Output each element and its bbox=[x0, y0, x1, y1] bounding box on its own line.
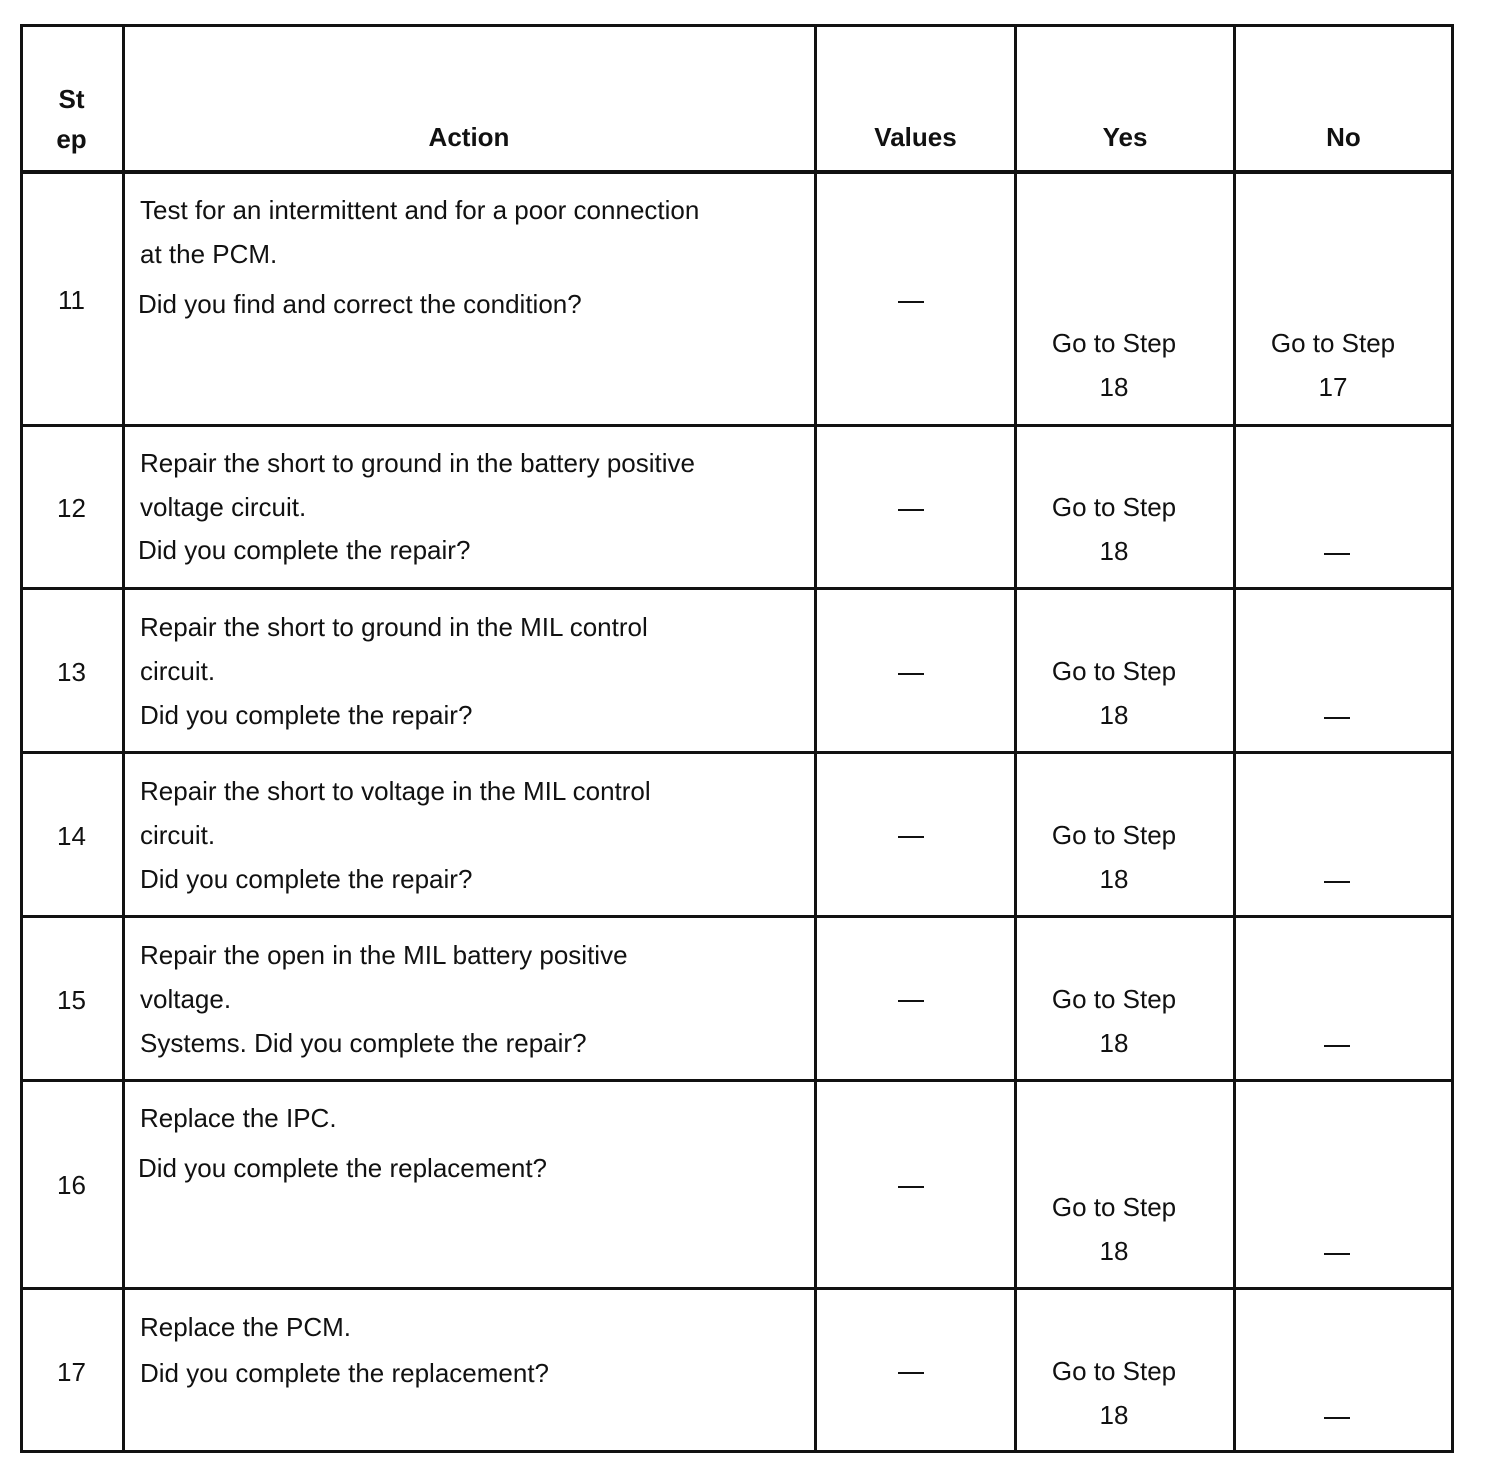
action-line: Did you complete the repair? bbox=[140, 864, 473, 894]
action-line: Did you complete the replacement? bbox=[140, 1358, 550, 1388]
table-border-left bbox=[20, 24, 23, 1453]
values-dash bbox=[898, 509, 924, 511]
step-number: 11 bbox=[58, 285, 85, 315]
no-goto: Go to Step bbox=[1270, 328, 1396, 358]
action-line: circuit. bbox=[140, 656, 216, 686]
action-line: voltage circuit. bbox=[140, 492, 307, 522]
action-line: Repair the short to ground in the battery positive bbox=[140, 448, 695, 478]
action-line: Replace the IPC. bbox=[140, 1103, 337, 1133]
values-dash bbox=[898, 673, 924, 675]
action-line: Repair the short to ground in the MIL control bbox=[140, 612, 648, 642]
action-line: Did you complete the repair? bbox=[140, 700, 473, 730]
yes-step: 18 bbox=[1099, 864, 1129, 894]
no-dash bbox=[1324, 1253, 1350, 1255]
step-number: 12 bbox=[57, 493, 86, 523]
action-line: circuit. bbox=[140, 820, 216, 850]
yes-goto: Go to Step bbox=[1051, 328, 1177, 358]
values-dash bbox=[898, 301, 924, 303]
header-step-line2: ep bbox=[56, 124, 87, 154]
yes-step: 18 bbox=[1099, 372, 1129, 402]
row-divider bbox=[20, 587, 1454, 590]
yes-goto: Go to Step bbox=[1051, 1192, 1177, 1222]
step-number: 16 bbox=[57, 1170, 86, 1200]
header-step bbox=[20, 79, 123, 159]
step-number: 13 bbox=[57, 657, 86, 687]
row-divider bbox=[20, 751, 1454, 754]
yes-goto: Go to Step bbox=[1051, 984, 1177, 1014]
no-step: 17 bbox=[1318, 372, 1348, 402]
yes-step: 18 bbox=[1099, 536, 1129, 566]
row-divider bbox=[20, 424, 1454, 427]
action-line: Did you complete the replacement? bbox=[138, 1153, 548, 1183]
column-divider bbox=[122, 24, 125, 1453]
row-divider bbox=[20, 915, 1454, 918]
yes-goto: Go to Step bbox=[1051, 820, 1177, 850]
yes-goto: Go to Step bbox=[1051, 492, 1177, 522]
no-dash bbox=[1324, 553, 1350, 555]
column-divider bbox=[1233, 24, 1236, 1453]
yes-step: 18 bbox=[1099, 700, 1129, 730]
values-dash bbox=[898, 836, 924, 838]
yes-step: 18 bbox=[1099, 1028, 1129, 1058]
yes-step: 18 bbox=[1099, 1236, 1129, 1266]
header-step-line1: St bbox=[58, 84, 85, 114]
yes-goto: Go to Step bbox=[1051, 1356, 1177, 1386]
step-number: 14 bbox=[57, 821, 86, 851]
values-dash bbox=[898, 1372, 924, 1374]
action-line: Repair the open in the MIL battery positive bbox=[140, 940, 628, 970]
action-line: Replace the PCM. bbox=[140, 1312, 351, 1342]
header-action: Action bbox=[428, 122, 510, 152]
header-divider bbox=[20, 170, 1454, 174]
action-line: Did you complete the repair? bbox=[138, 535, 471, 565]
action-line: Did you find and correct the condition? bbox=[138, 289, 582, 319]
values-dash bbox=[898, 1186, 924, 1188]
action-line: Test for an intermittent and for a poor connection bbox=[140, 195, 700, 225]
values-dash bbox=[898, 1000, 924, 1002]
diagnostic-table bbox=[20, 24, 1454, 1453]
header-yes: Yes bbox=[1102, 122, 1148, 152]
row-divider bbox=[20, 1287, 1454, 1290]
no-dash bbox=[1324, 717, 1350, 719]
yes-goto: Go to Step bbox=[1051, 656, 1177, 686]
yes-step: 18 bbox=[1099, 1400, 1129, 1430]
action-line: Repair the short to voltage in the MIL control bbox=[140, 776, 651, 806]
row-divider bbox=[20, 1079, 1454, 1082]
no-dash bbox=[1324, 881, 1350, 883]
action-line: at the PCM. bbox=[140, 239, 278, 269]
step-number: 15 bbox=[57, 985, 86, 1015]
table-border-top bbox=[20, 24, 1454, 27]
no-dash bbox=[1324, 1045, 1350, 1047]
header-values: Values bbox=[874, 122, 957, 152]
step-number: 17 bbox=[57, 1357, 86, 1387]
table-border-bottom bbox=[20, 1450, 1454, 1453]
action-line: voltage. bbox=[140, 984, 232, 1014]
header-no: No bbox=[1326, 122, 1361, 152]
action-line: Systems. Did you complete the repair? bbox=[140, 1028, 587, 1058]
no-dash bbox=[1324, 1417, 1350, 1419]
table-border-right bbox=[1451, 24, 1454, 1453]
column-divider bbox=[814, 24, 817, 1453]
